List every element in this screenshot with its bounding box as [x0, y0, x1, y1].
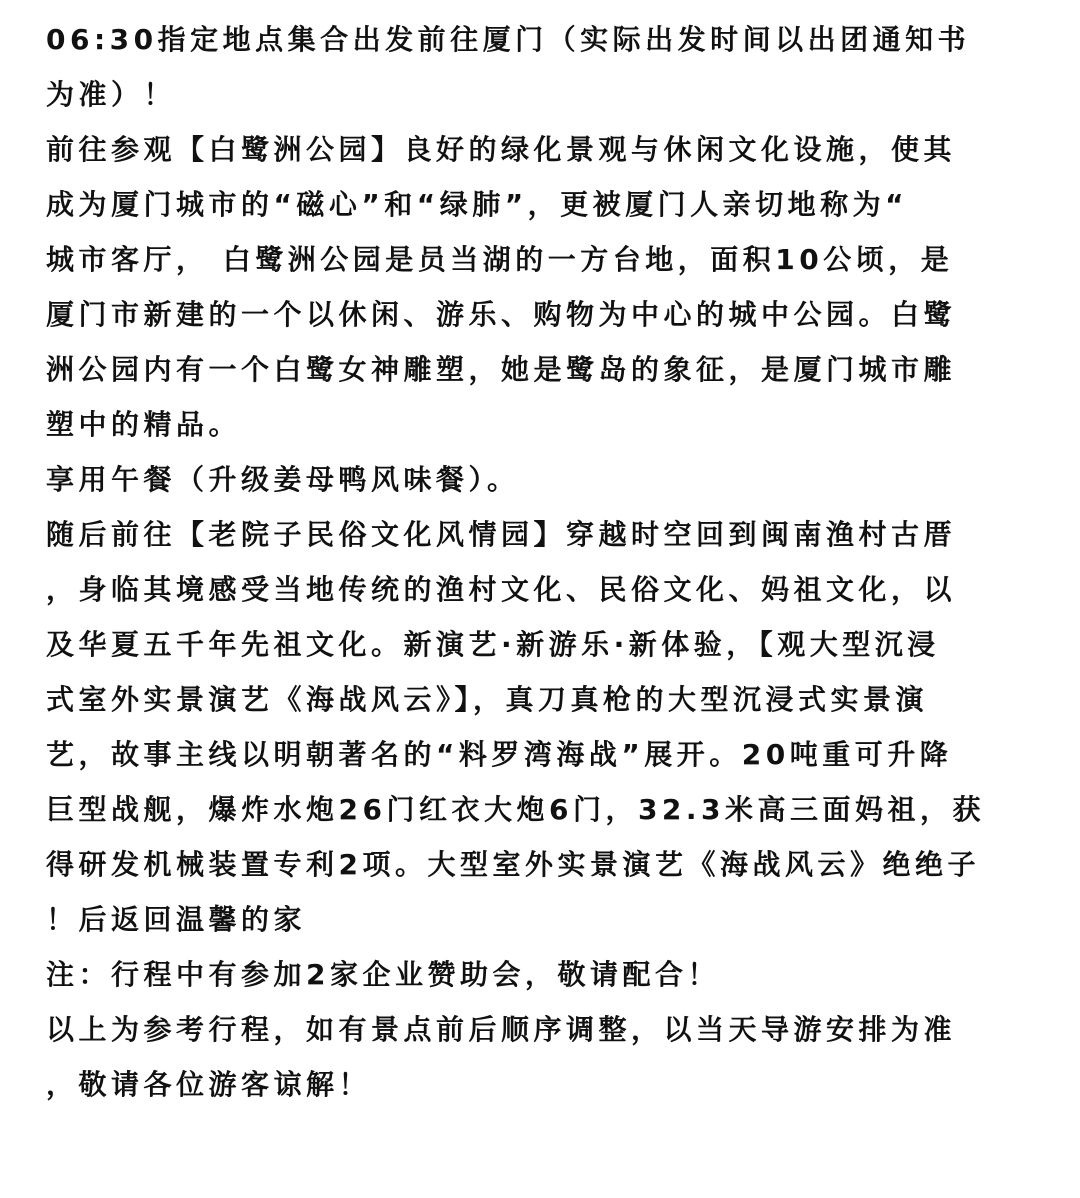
text-line: 塑中的精品。 [46, 408, 242, 441]
text-line: 式室外实景演艺《海战风云》】，真刀真枪的大型沉浸式实景演 [46, 683, 929, 716]
text-line: 艺，故事主线以明朝著名的“料罗湾海战”展开。20吨重可升降 [46, 738, 953, 771]
itinerary-text [46, 12, 1066, 1112]
text-line: 注：行程中有参加2家企业赞助会，敬请配合！ [46, 958, 720, 991]
text-line: 巨型战舰，爆炸水炮26门红衣大炮6门，32.3米高三面妈祖，获 [46, 793, 986, 826]
text-line: 享用午餐（升级姜母鸭风味餐）。 [46, 463, 520, 496]
text-line: 洲公园内有一个白鹭女神雕塑，她是鹭岛的象征，是厦门城市雕 [46, 353, 957, 386]
text-line: 得研发机械装置专利2项。大型室外实景演艺《海战风云》绝绝子 [46, 848, 980, 881]
text-line: 城市客厅， 白鹭洲公园是员当湖的一方台地，面积10公顷，是 [46, 243, 954, 276]
text-line: ，身临其境感受当地传统的渔村文化、民俗文化、妈祖文化，以 [46, 573, 957, 606]
text-line: ，敬请各位游客谅解！ [46, 1068, 372, 1101]
text-line: 厦门市新建的一个以休闲、游乐、购物为中心的城中公园。白鹭 [46, 298, 957, 331]
text-line: 06:30指定地点集合出发前往厦门（实际出发时间以出团通知书 [46, 23, 971, 56]
text-line: 随后前往【老院子民俗文化风情园】穿越时空回到闽南渔村古厝 [46, 518, 957, 551]
text-line: 成为厦门城市的“磁心”和“绿肺”，更被厦门人亲切地称为“ [46, 188, 909, 221]
text-line: ！后返回温馨的家 [46, 903, 307, 936]
text-line: 及华夏五千年先祖文化。新演艺·新游乐·新体验，【观大型沉浸 [46, 628, 940, 661]
text-line: 前往参观【白鹭洲公园】良好的绿化景观与休闲文化设施，使其 [46, 133, 957, 166]
text-line: 为准）！ [46, 78, 177, 111]
text-line: 以上为参考行程，如有景点前后顺序调整，以当天导游安排为准 [46, 1013, 957, 1046]
